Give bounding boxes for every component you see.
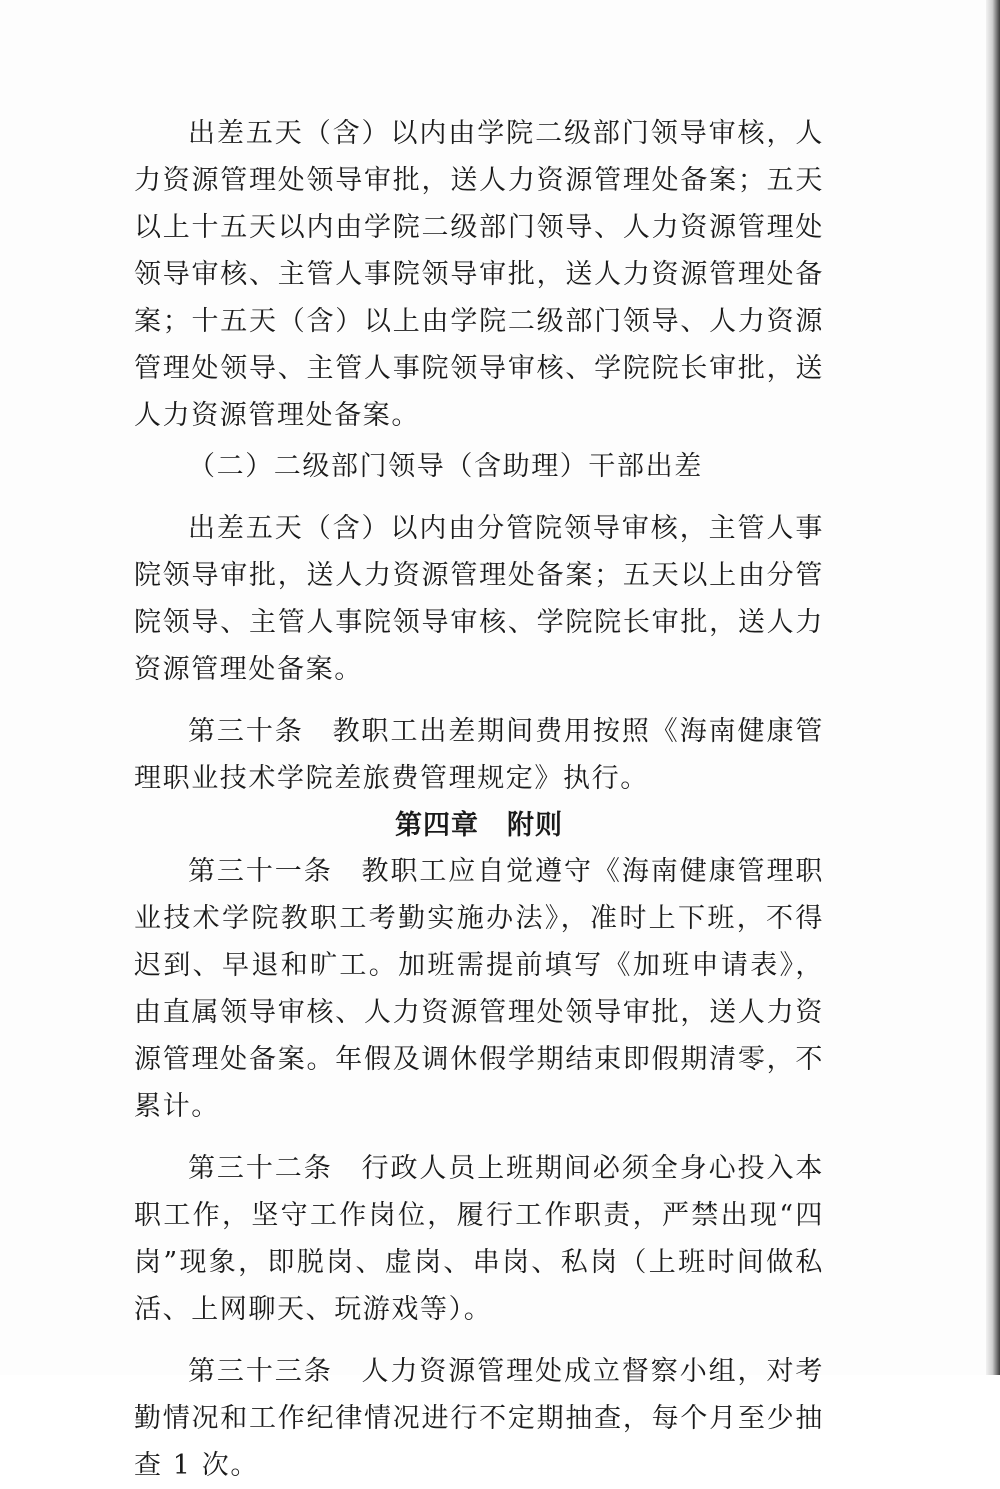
article-32: 第三十二条 行政人员上班期间必须全身心投入本职工作，坚守工作岗位，履行工作职责，严禁出现“四岗”现象，即脱岗、虚岗、串岗、私岗（上班时间做私活、上网聊天、玩游戏等）。 bbox=[134, 1153, 824, 1325]
article-30: 第三十条 教职工出差期间费用按照《海南健康管理职业技术学院差旅费管理规定》执行。 bbox=[134, 716, 824, 794]
paragraph-travel-approval-leaders: 出差五天（含）以内由分管院领导审核，主管人事院领导审批，送人力资源管理处备案；五天以上由分管院领导、主管人事院领导审核、学院院长审批，送人力资源管理处备案。 bbox=[134, 513, 824, 685]
paragraph-subsection-heading: （二）二级部门领导（含助理）干部出差 bbox=[188, 451, 703, 482]
document-body bbox=[134, 110, 824, 1489]
scan-edge-shadow bbox=[986, 0, 1000, 1375]
article-31: 第三十一条 教职工应自觉遵守《海南健康管理职业技术学院教职工考勤实施办法》，准时上下班，不得迟到、早退和旷工。加班需提前填写《加班申请表》，由直属领导审核、人力资源管理处领导审批，送人力资源管理处备案。年假及调休假学期结束即假期清零，不累计。 bbox=[134, 856, 824, 1122]
paragraph-travel-approval-staff: 出差五天（含）以内由学院二级部门领导审核，人力资源管理处领导审批，送人力资源管理处备案；五天以上十五天以内由学院二级部门领导、人力资源管理处领导审核、主管人事院领导审批，送人力资源管理处备案；十五天（含）以上由学院二级部门领导、人力资源管理处领导、主管人事院领导审核、学院院长审批，送人力资源管理处备案。 bbox=[134, 118, 824, 431]
article-33: 第三十三条 人力资源管理处成立督察小组，对考勤情况和工作纪律情况进行不定期抽查，每个月至少抽查 1 次。 bbox=[134, 1356, 824, 1481]
chapter-heading: 第四章 附则 bbox=[395, 810, 563, 841]
